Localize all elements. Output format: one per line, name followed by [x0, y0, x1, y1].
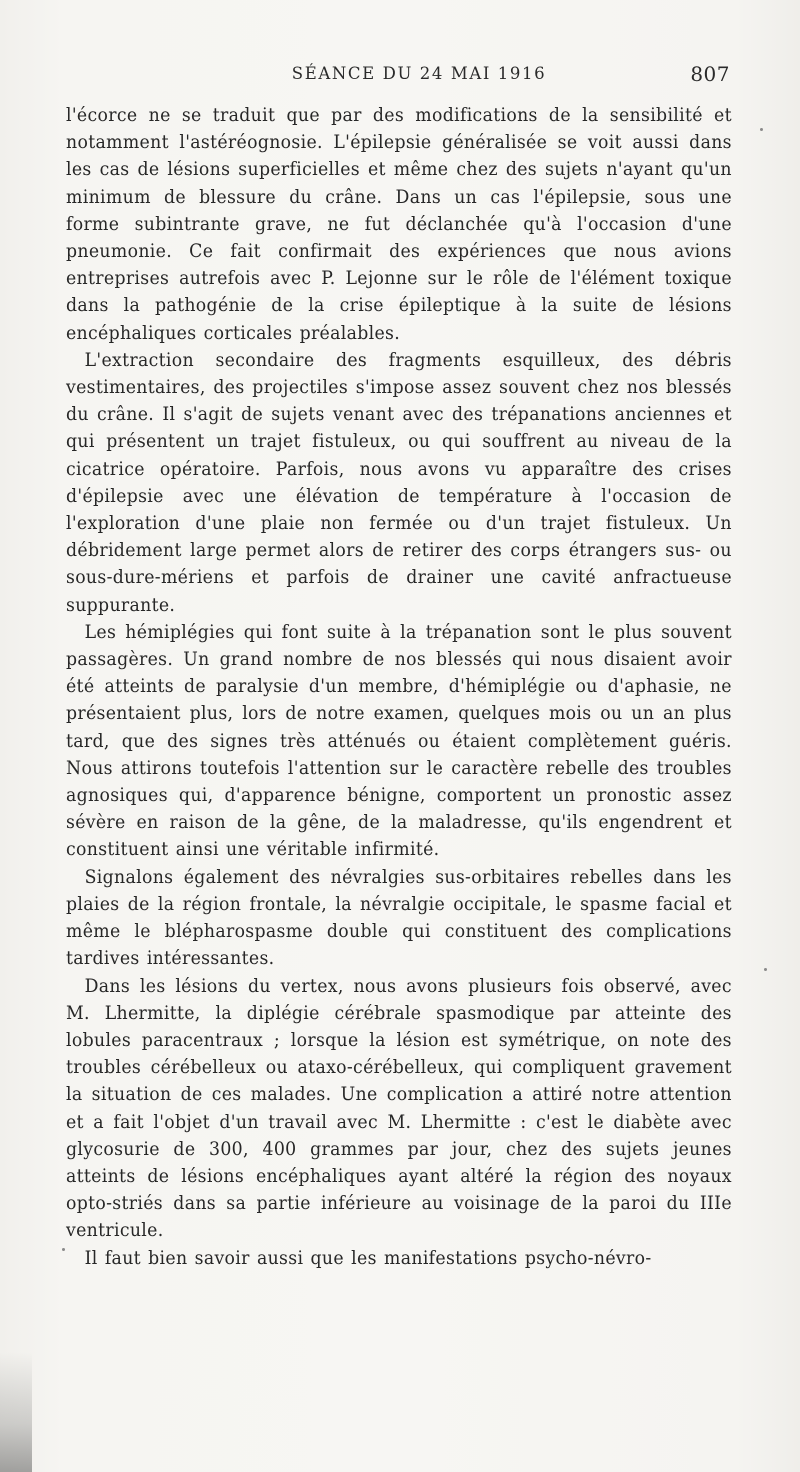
page-edge-speck: [62, 1248, 65, 1251]
paragraph-5: Dans les lésions du vertex, nous avons plusieurs fois observé, avec M. Lhermitte, la diplégie cérébrale spasmodique par atteinte des lobules paracentraux ; lorsque la lésion est symétrique, on note des troubles cérébelleux ou ataxo-cérébelleux, qui compliquent gravement la situation de ces malades. Une complication a attiré notre attention et a fait l'objet d'un travail avec M. Lhermitte : c'est le diabète avec glycosurie de 300, 400 grammes par jour, chez des sujets jeunes atteints de lésions encéphaliques ayant altéré la région des noyaux opto-striés dans sa partie inférieure au voisinage de la paroi du IIIe ventricule.: [66, 975, 732, 1242]
paragraph-3: Les hémiplégies qui font suite à la trépanation sont le plus souvent passagères. Un grand nombre de nos blessés qui nous disaient avoir été atteints de paralysie d'un membre, d'hémiplégie ou d'aphasie, ne présentaient plus, lors de notre examen, quelques mois ou un an plus tard, que des signes très atténués ou étaient complètement guéris. Nous attirons toutefois l'attention sur le caractère rebelle des troubles agnosiques qui, d'apparence bénigne, comportent un pronostic assez sévère en raison de la gêne, de la maladresse, qu'ils engendrent et constituent ainsi une véritable infirmité.: [66, 621, 732, 861]
paragraph-4: Signalons également des névralgies sus-orbitaires rebelles dans les plaies de la région frontale, la névralgie occipitale, le spasme facial et même le blépharospasme double qui constituent des complications tardives intéressantes.: [66, 866, 732, 970]
paragraph-2: L'extraction secondaire des fragments esquilleux, des débris vestimentaires, des projectiles s'impose assez souvent chez nos blessés du crâne. Il s'agit de sujets venant avec des trépanations anciennes et qui présentent un trajet fistuleux, ou qui souffrent au niveau de la cicatrice opératoire. Parfois, nous avons vu apparaître des crises d'épilepsie avec une élévation de température à l'occasion de l'exploration d'une plaie non fermée ou d'un trajet fistuleux. Un débridement large permet alors de retirer des corps étrangers sus- ou sous-dure-mériens et parfois de drainer une cavité anfractueuse suppurante.: [66, 349, 732, 616]
page-header: [68, 60, 730, 90]
paragraph-6: Il faut bien savoir aussi que les manifestations psycho-névro-: [84, 1247, 652, 1269]
paragraph-1: l'écorce ne se traduit que par des modifications de la sensibilité et notamment l'astéréognosie. L'épilepsie généralisée se voit aussi dans les cas de lésions superficielles et même chez des sujets n'ayant qu'un minimum de blessure du crâne. Dans un cas l'épilepsie, sous une forme subintrante grave, ne fut déclanchée qu'à l'occasion d'une pneumonie. Ce fait confirmait des expériences que nous avions entreprises autrefois avec P. Lejonne sur le rôle de l'élément toxique dans la pathogénie de la crise épileptique à la suite de lésions encéphaliques corticales préalables.: [66, 105, 732, 344]
page-edge-speck: [764, 968, 767, 971]
page-number: 807: [690, 62, 730, 86]
binding-shadow: [0, 1352, 32, 1472]
running-head: SÉANCE DU 24 MAI 1916: [291, 64, 547, 83]
page-edge-speck: [760, 128, 763, 131]
body-text: [66, 102, 732, 1272]
